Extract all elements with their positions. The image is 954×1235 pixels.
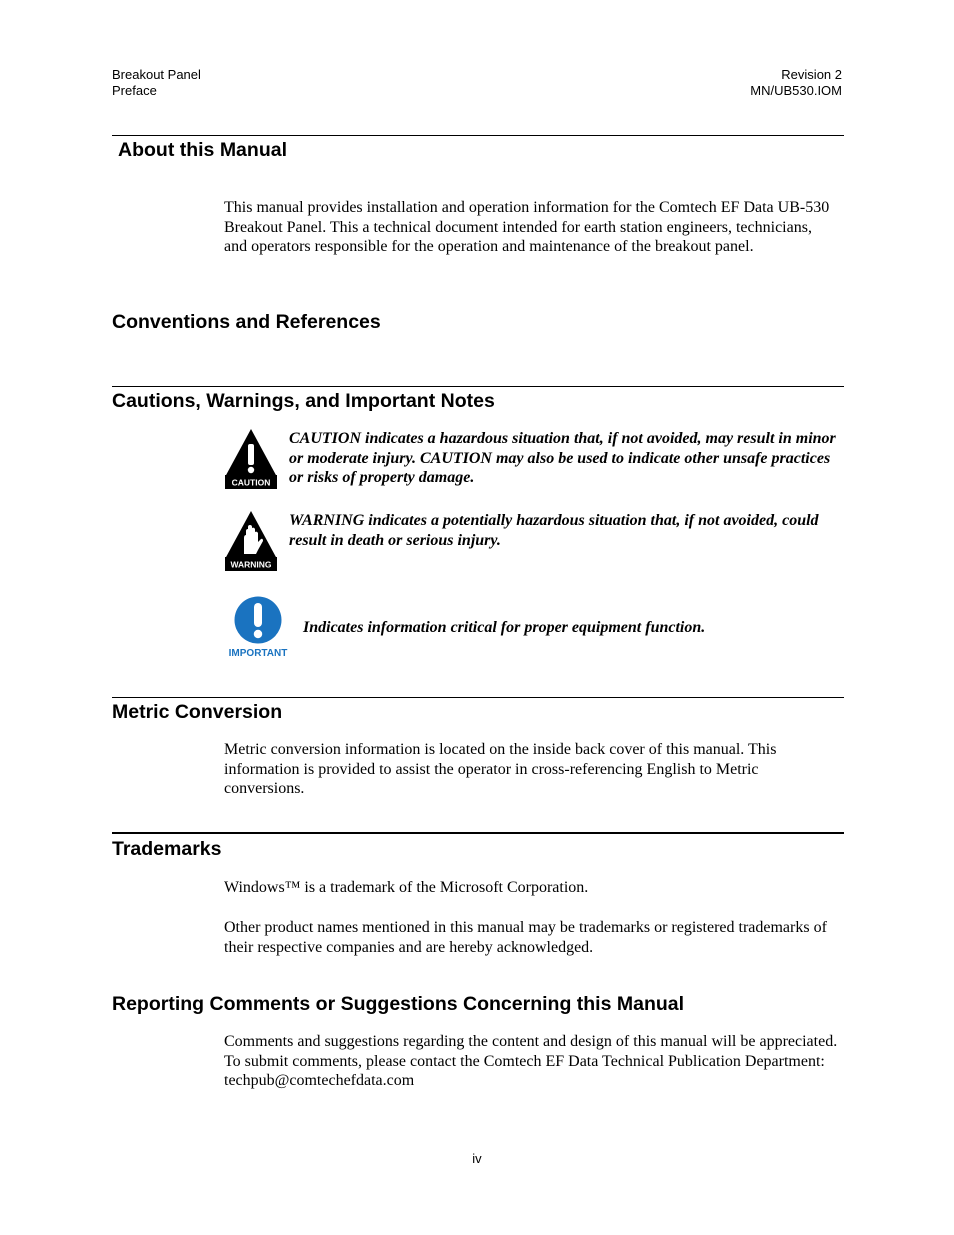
header-chapter: Preface xyxy=(112,83,157,98)
section-divider xyxy=(112,386,844,387)
warning-note: WARNING indicates a potentially hazardous situation that, if not avoided, could result in death or serious injury. xyxy=(289,512,819,549)
important-note: Indicates information critical for proper equipment function. xyxy=(303,619,706,636)
section-divider xyxy=(112,832,844,834)
important-icon-label: IMPORTANT xyxy=(228,648,288,659)
about-paragraph: This manual provides installation and operation information for the Comtech EF Data UB-530 Breakout Panel. This a technical document intended for earth station engineers, technicians, and operators responsible for the operation and maintenance of the breakout panel. xyxy=(224,199,830,256)
section-title-cautions: Cautions, Warnings, and Important Notes xyxy=(112,390,495,412)
running-header-left xyxy=(112,67,201,99)
header-product: Breakout Panel xyxy=(112,67,201,82)
header-doc-number: MN/UB530.IOM xyxy=(750,83,842,98)
caution-note: CAUTION indicates a hazardous situation that, if not avoided, may result in minor or moderate injury. CAUTION may also be used to indicate other unsafe practices or risks of property damage. xyxy=(289,430,836,487)
running-header-right xyxy=(750,67,842,99)
section-title-reporting: Reporting Comments or Suggestions Concerning this Manual xyxy=(112,993,685,1015)
section-title-conventions: Conventions and References xyxy=(112,311,381,333)
caution-icon-label: CAUTION xyxy=(231,477,271,488)
section-title-metric: Metric Conversion xyxy=(112,701,283,723)
section-divider xyxy=(112,135,844,136)
header-revision: Revision 2 xyxy=(781,67,842,82)
section-title-trademarks: Trademarks xyxy=(112,838,222,860)
page-number: iv xyxy=(472,1151,482,1166)
warning-icon-label: WARNING xyxy=(230,559,272,570)
reporting-paragraph: Comments and suggestions regarding the content and design of this manual will be appreciated. To submit comments, please contact the Comtech EF Data Technical Publication Department: techpub@comtechefdata.com xyxy=(224,1033,838,1090)
trademarks-paragraph-others: Other product names mentioned in this manual may be trademarks or registered trademarks of their respective companies and are hereby acknowledged. xyxy=(224,919,827,956)
metric-paragraph: Metric conversion information is located on the inside back cover of this manual. This information is provided to assist the operator in cross-referencing English to Metric conversions. xyxy=(224,741,777,798)
important-icon xyxy=(224,596,294,660)
trademarks-paragraph-windows: Windows™ is a trademark of the Microsoft Corporation. xyxy=(224,879,589,896)
section-divider xyxy=(112,697,844,698)
caution-icon xyxy=(224,428,278,490)
section-title-about: About this Manual xyxy=(118,139,287,161)
warning-icon xyxy=(224,510,278,572)
